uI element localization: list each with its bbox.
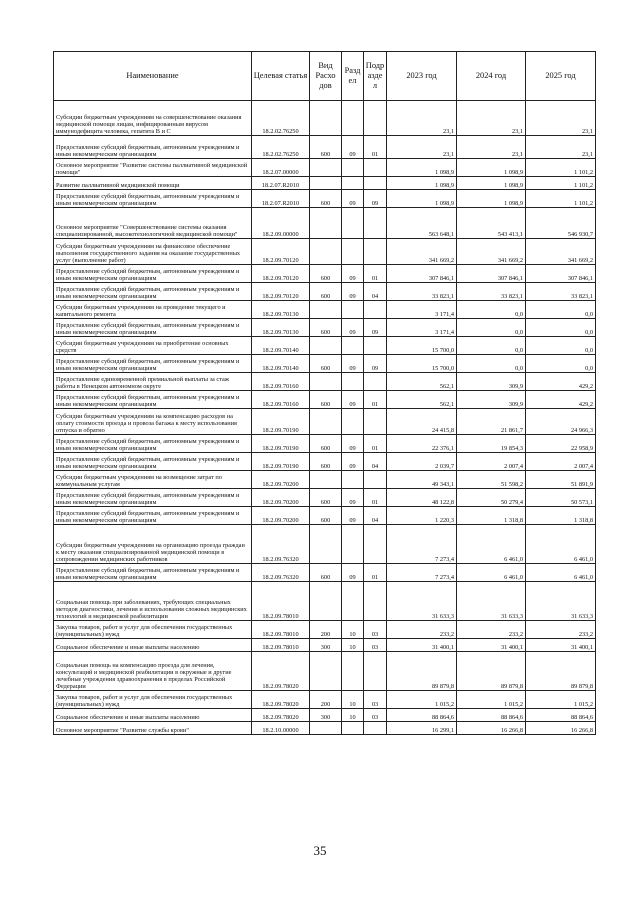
row-exp-type: 600 [310,489,342,507]
row-value-2023: 341 669,2 [387,239,457,265]
row-value-2024: 88 864,6 [457,709,526,722]
row-exp-type [310,159,342,177]
table-row [54,136,596,159]
row-value-2025: 546 930,7 [526,208,596,239]
row-name: Предоставление единовременной премиальной выплаты за стаж работы в Ненецком автономном округе [54,373,252,391]
row-name: Социальная помощь при заболеваниях, требующих специальных методов диагностики, лечения и использования сложных медицинских технологий и медицинской реабилитации [54,582,252,621]
table-row [54,355,596,373]
row-exp-type: 200 [310,621,342,639]
row-value-2025: 1 318,8 [526,507,596,525]
row-target-code: 18.2.09.78020 [252,691,310,709]
row-exp-type [310,652,342,691]
row-exp-type: 300 [310,639,342,652]
row-exp-type: 600 [310,391,342,409]
row-target-code: 18.2.09.70190 [252,409,310,435]
row-exp-type: 600 [310,435,342,453]
row-target-code: 18.2.09.78010 [252,621,310,639]
row-value-2024: 307 846,1 [457,265,526,283]
row-section: 09 [342,283,364,301]
row-value-2023: 307 846,1 [387,265,457,283]
row-value-2025: 341 669,2 [526,239,596,265]
row-value-2023: 22 376,1 [387,435,457,453]
table-row [54,525,596,564]
row-name: Предоставление субсидий бюджетным, автономным учреждениям и иным некоммерческим организациям [54,435,252,453]
row-exp-type [310,208,342,239]
row-exp-type [310,101,342,136]
row-value-2025: 23,1 [526,101,596,136]
row-value-2024: 19 854,3 [457,435,526,453]
table-body [54,101,596,735]
row-target-code: 18.2.09.78020 [252,709,310,722]
row-exp-type: 600 [310,283,342,301]
row-value-2023: 16 299,1 [387,722,457,735]
table-header-row [54,52,596,101]
row-section [342,722,364,735]
row-value-2025: 0,0 [526,301,596,319]
row-section [342,101,364,136]
row-value-2024: 341 669,2 [457,239,526,265]
row-value-2023: 1 098,9 [387,177,457,190]
row-subsection [364,208,387,239]
row-exp-type: 300 [310,709,342,722]
row-value-2023: 23,1 [387,101,457,136]
row-exp-type: 600 [310,190,342,208]
row-name: Предоставление субсидий бюджетным, автономным учреждениям и иным некоммерческим организациям [54,391,252,409]
row-target-code: 18.2.09.70140 [252,355,310,373]
row-value-2023: 3 171,4 [387,301,457,319]
row-target-code: 18.2.09.70160 [252,373,310,391]
row-section [342,582,364,621]
row-value-2025: 88 864,6 [526,709,596,722]
row-subsection: 03 [364,691,387,709]
row-value-2023: 31 633,3 [387,582,457,621]
row-value-2024: 31 633,3 [457,582,526,621]
row-target-code: 18.2.09.70200 [252,507,310,525]
row-value-2025: 50 573,1 [526,489,596,507]
table-row [54,621,596,639]
row-name: Предоставление субсидий бюджетным, автономным учреждениям и иным некоммерческим организациям [54,190,252,208]
row-subsection [364,525,387,564]
row-value-2025: 233,2 [526,621,596,639]
col-header-section: Разд ел [342,52,364,101]
row-target-code: 18.2.02.76250 [252,101,310,136]
row-subsection [364,159,387,177]
row-exp-type [310,177,342,190]
table-row [54,435,596,453]
table-row [54,337,596,355]
table-row [54,239,596,265]
table-row [54,265,596,283]
row-subsection [364,409,387,435]
row-value-2023: 31 400,1 [387,639,457,652]
row-section [342,159,364,177]
row-value-2025: 307 846,1 [526,265,596,283]
table-row [54,159,596,177]
row-subsection: 04 [364,507,387,525]
col-header-name: Наименование [54,52,252,101]
row-value-2024: 2 007,4 [457,453,526,471]
row-value-2023: 563 648,1 [387,208,457,239]
row-name: Основное мероприятие "Развитие системы паллиативной медицинской помощи" [54,159,252,177]
row-section: 09 [342,391,364,409]
row-name: Предоставление субсидий бюджетным, автономным учреждениям и иным некоммерческим организациям [54,319,252,337]
row-section: 10 [342,709,364,722]
row-value-2023: 1 015,2 [387,691,457,709]
row-value-2025: 1 101,2 [526,177,596,190]
row-value-2025: 6 461,0 [526,564,596,582]
row-exp-type [310,373,342,391]
row-subsection: 01 [364,265,387,283]
row-value-2024: 233,2 [457,621,526,639]
row-subsection [364,373,387,391]
row-subsection [364,239,387,265]
row-value-2024: 6 461,0 [457,525,526,564]
row-target-code: 18.2.10.00000 [252,722,310,735]
table-row [54,507,596,525]
row-section: 10 [342,691,364,709]
row-value-2025: 51 891,9 [526,471,596,489]
row-name: Субсидии бюджетным учреждениям на организацию проезда граждан к месту оказания специализированной медицинской помощи в сопровождении медицинских работников [54,525,252,564]
row-value-2023: 233,2 [387,621,457,639]
table-row [54,373,596,391]
row-exp-type: 600 [310,265,342,283]
row-target-code: 18.2.09.70140 [252,337,310,355]
row-exp-type: 600 [310,136,342,159]
row-exp-type [310,582,342,621]
table-row [54,722,596,735]
row-section [342,301,364,319]
budget-table-container [53,51,595,735]
row-value-2024: 50 279,4 [457,489,526,507]
row-target-code: 18.2.09.78020 [252,652,310,691]
table-row [54,101,596,136]
row-name: Субсидии бюджетным учреждениям на совершенствование оказания медицинской помощи лицам, инфицированным вирусом иммунодефицита человека, гепатита В и С [54,101,252,136]
row-exp-type: 600 [310,355,342,373]
row-subsection: 09 [364,190,387,208]
row-section [342,525,364,564]
table-row [54,283,596,301]
row-value-2025: 2 007,4 [526,453,596,471]
row-value-2023: 23,1 [387,136,457,159]
row-value-2024: 309,9 [457,373,526,391]
row-name: Предоставление субсидий бюджетным, автономным учреждениям и иным некоммерческим организациям [54,453,252,471]
row-subsection [364,337,387,355]
row-exp-type: 600 [310,453,342,471]
row-value-2023: 7 273,4 [387,525,457,564]
row-value-2024: 23,1 [457,136,526,159]
row-exp-type [310,722,342,735]
row-target-code: 18.2.09.70130 [252,301,310,319]
row-value-2024: 21 861,7 [457,409,526,435]
row-name: Предоставление субсидий бюджетным, автономным учреждениям и иным некоммерческим организациям [54,136,252,159]
row-target-code: 18.2.07.00000 [252,159,310,177]
row-value-2025: 0,0 [526,355,596,373]
row-value-2024: 31 400,1 [457,639,526,652]
row-target-code: 18.2.09.78010 [252,639,310,652]
table-row [54,564,596,582]
row-value-2024: 1 098,9 [457,177,526,190]
row-subsection: 09 [364,319,387,337]
row-value-2024: 0,0 [457,337,526,355]
col-header-2023: 2023 год [387,52,457,101]
row-exp-type: 600 [310,564,342,582]
row-exp-type [310,471,342,489]
row-subsection: 04 [364,283,387,301]
row-value-2025: 22 958,9 [526,435,596,453]
row-name: Предоставление субсидий бюджетным, автономным учреждениям и иным некоммерческим организациям [54,355,252,373]
table-row [54,177,596,190]
row-value-2023: 24 415,8 [387,409,457,435]
row-section: 09 [342,136,364,159]
table-row [54,691,596,709]
row-subsection [364,101,387,136]
row-value-2024: 0,0 [457,355,526,373]
row-value-2025: 429,2 [526,391,596,409]
row-value-2023: 48 122,8 [387,489,457,507]
row-value-2025: 1 101,2 [526,190,596,208]
row-target-code: 18.2.09.70190 [252,453,310,471]
row-target-code: 18.2.09.70190 [252,435,310,453]
row-value-2025: 89 879,8 [526,652,596,691]
row-value-2024: 33 823,1 [457,283,526,301]
row-subsection [364,471,387,489]
row-name: Социальное обеспечение и иные выплаты населению [54,639,252,652]
row-value-2023: 15 700,0 [387,355,457,373]
row-name: Субсидии бюджетным учреждениям на приобретение основных средств [54,337,252,355]
row-exp-type [310,239,342,265]
row-target-code: 18.2.07.R2010 [252,190,310,208]
row-value-2025: 33 823,1 [526,283,596,301]
table-row [54,301,596,319]
row-name: Развитие паллиативной медицинской помощи [54,177,252,190]
row-value-2025: 0,0 [526,319,596,337]
row-name: Субсидии бюджетным учреждениям на компенсацию расходов на оплату стоимости проезда и провоза багажа к месту использования отпуска и обратно [54,409,252,435]
table-row [54,391,596,409]
row-value-2023: 7 273,4 [387,564,457,582]
row-value-2025: 24 966,3 [526,409,596,435]
row-value-2023: 1 098,9 [387,190,457,208]
budget-table [53,51,596,735]
row-subsection: 01 [364,489,387,507]
table-row [54,409,596,435]
row-value-2023: 1 220,3 [387,507,457,525]
row-section: 09 [342,453,364,471]
row-value-2023: 89 879,8 [387,652,457,691]
row-subsection [364,177,387,190]
row-target-code: 18.2.09.00000 [252,208,310,239]
row-value-2023: 49 343,1 [387,471,457,489]
row-target-code: 18.2.09.76320 [252,564,310,582]
row-value-2025: 31 633,3 [526,582,596,621]
row-value-2023: 88 864,6 [387,709,457,722]
row-section [342,337,364,355]
table-row [54,319,596,337]
col-header-2025: 2025 год [526,52,596,101]
row-value-2023: 562,1 [387,391,457,409]
row-value-2024: 1 098,9 [457,190,526,208]
row-section: 09 [342,190,364,208]
row-value-2024: 89 879,8 [457,652,526,691]
row-value-2024: 0,0 [457,301,526,319]
row-value-2024: 1 318,8 [457,507,526,525]
row-section [342,409,364,435]
col-header-target: Целевая статья [252,52,310,101]
row-subsection: 01 [364,136,387,159]
row-target-code: 18.2.09.70200 [252,489,310,507]
table-row [54,709,596,722]
row-name: Предоставление субсидий бюджетным, автономным учреждениям и иным некоммерческим организациям [54,489,252,507]
row-target-code: 18.2.02.76250 [252,136,310,159]
row-section: 09 [342,319,364,337]
row-value-2025: 6 461,0 [526,525,596,564]
row-name: Основное мероприятие "Совершенствование системы оказания специализированной, высокотехнологичной медицинской помощи" [54,208,252,239]
row-exp-type [310,337,342,355]
row-name: Социальная помощь на компенсацию проезда для лечения, консультаций и медицинской реабилитации в окружные и другие лечебные учреждения здравоохранения в пределах Российской Федерации [54,652,252,691]
row-value-2024: 0,0 [457,319,526,337]
row-section [342,373,364,391]
row-section [342,177,364,190]
row-exp-type [310,409,342,435]
row-target-code: 18.2.09.70120 [252,283,310,301]
row-value-2024: 309,9 [457,391,526,409]
row-subsection: 03 [364,639,387,652]
row-section: 09 [342,489,364,507]
row-value-2023: 15 700,0 [387,337,457,355]
row-value-2024: 6 461,0 [457,564,526,582]
row-subsection [364,301,387,319]
row-subsection [364,582,387,621]
row-value-2025: 1 101,2 [526,159,596,177]
row-section [342,239,364,265]
row-value-2025: 0,0 [526,337,596,355]
row-value-2023: 3 171,4 [387,319,457,337]
row-section: 09 [342,507,364,525]
table-row [54,190,596,208]
row-target-code: 18.2.09.70200 [252,471,310,489]
row-value-2024: 1 015,2 [457,691,526,709]
row-value-2025: 429,2 [526,373,596,391]
row-value-2023: 562,1 [387,373,457,391]
row-subsection [364,722,387,735]
row-name: Социальное обеспечение и иные выплаты населению [54,709,252,722]
row-exp-type [310,301,342,319]
row-subsection: 03 [364,621,387,639]
row-section: 10 [342,639,364,652]
table-row [54,453,596,471]
row-value-2023: 33 823,1 [387,283,457,301]
row-value-2024: 23,1 [457,101,526,136]
table-row [54,471,596,489]
row-exp-type: 600 [310,319,342,337]
row-name: Субсидии бюджетным учреждениям на финансовое обеспечение выполнения государственного задания на оказание государственных услуг (выполнение работ) [54,239,252,265]
row-target-code: 18.2.09.76320 [252,525,310,564]
row-subsection: 01 [364,391,387,409]
row-target-code: 18.2.07.R2010 [252,177,310,190]
col-header-exp-type: Вид Расхо дов [310,52,342,101]
table-row [54,652,596,691]
row-name: Предоставление субсидий бюджетным, автономным учреждениям и иным некоммерческим организациям [54,265,252,283]
row-section: 09 [342,564,364,582]
row-name: Предоставление субсидий бюджетным, автономным учреждениям и иным некоммерческим организациям [54,507,252,525]
row-name: Предоставление субсидий бюджетным, автономным учреждениям и иным некоммерческим организациям [54,283,252,301]
table-row [54,582,596,621]
col-header-2024: 2024 год [457,52,526,101]
row-value-2025: 31 400,1 [526,639,596,652]
row-value-2024: 51 598,2 [457,471,526,489]
row-name: Субсидии бюджетным учреждениям на возмещение затрат по коммунальным услугам [54,471,252,489]
row-name: Закупка товаров, работ и услуг для обеспечения государственных (муниципальных) нужд [54,621,252,639]
row-value-2024: 1 098,9 [457,159,526,177]
table-row [54,489,596,507]
row-section: 09 [342,265,364,283]
row-value-2024: 16 266,8 [457,722,526,735]
row-target-code: 18.2.09.70120 [252,265,310,283]
row-exp-type [310,525,342,564]
row-target-code: 18.2.09.70130 [252,319,310,337]
col-header-subsection: Подр азде л [364,52,387,101]
row-subsection: 03 [364,709,387,722]
table-row [54,639,596,652]
row-subsection: 01 [364,564,387,582]
row-subsection [364,652,387,691]
row-section [342,652,364,691]
row-target-code: 18.2.09.70120 [252,239,310,265]
row-value-2025: 1 015,2 [526,691,596,709]
row-name: Основное мероприятие "Развитие службы крови" [54,722,252,735]
row-exp-type: 200 [310,691,342,709]
row-section: 09 [342,355,364,373]
row-section [342,208,364,239]
row-subsection: 09 [364,355,387,373]
row-name: Предоставление субсидий бюджетным, автономным учреждениям и иным некоммерческим организациям [54,564,252,582]
row-section [342,471,364,489]
row-value-2023: 2 039,7 [387,453,457,471]
table-row [54,208,596,239]
row-section: 09 [342,435,364,453]
row-name: Субсидии бюджетным учреждениям на проведение текущего и капитального ремонта [54,301,252,319]
row-value-2023: 1 098,9 [387,159,457,177]
row-target-code: 18.2.09.78010 [252,582,310,621]
row-value-2025: 23,1 [526,136,596,159]
row-subsection: 04 [364,453,387,471]
row-name: Закупка товаров, работ и услуг для обеспечения государственных (муниципальных) нужд [54,691,252,709]
row-value-2025: 16 266,8 [526,722,596,735]
row-exp-type: 600 [310,507,342,525]
row-target-code: 18.2.09.70160 [252,391,310,409]
row-subsection: 01 [364,435,387,453]
row-value-2024: 543 413,1 [457,208,526,239]
row-section: 10 [342,621,364,639]
page-number: 35 [313,843,327,858]
